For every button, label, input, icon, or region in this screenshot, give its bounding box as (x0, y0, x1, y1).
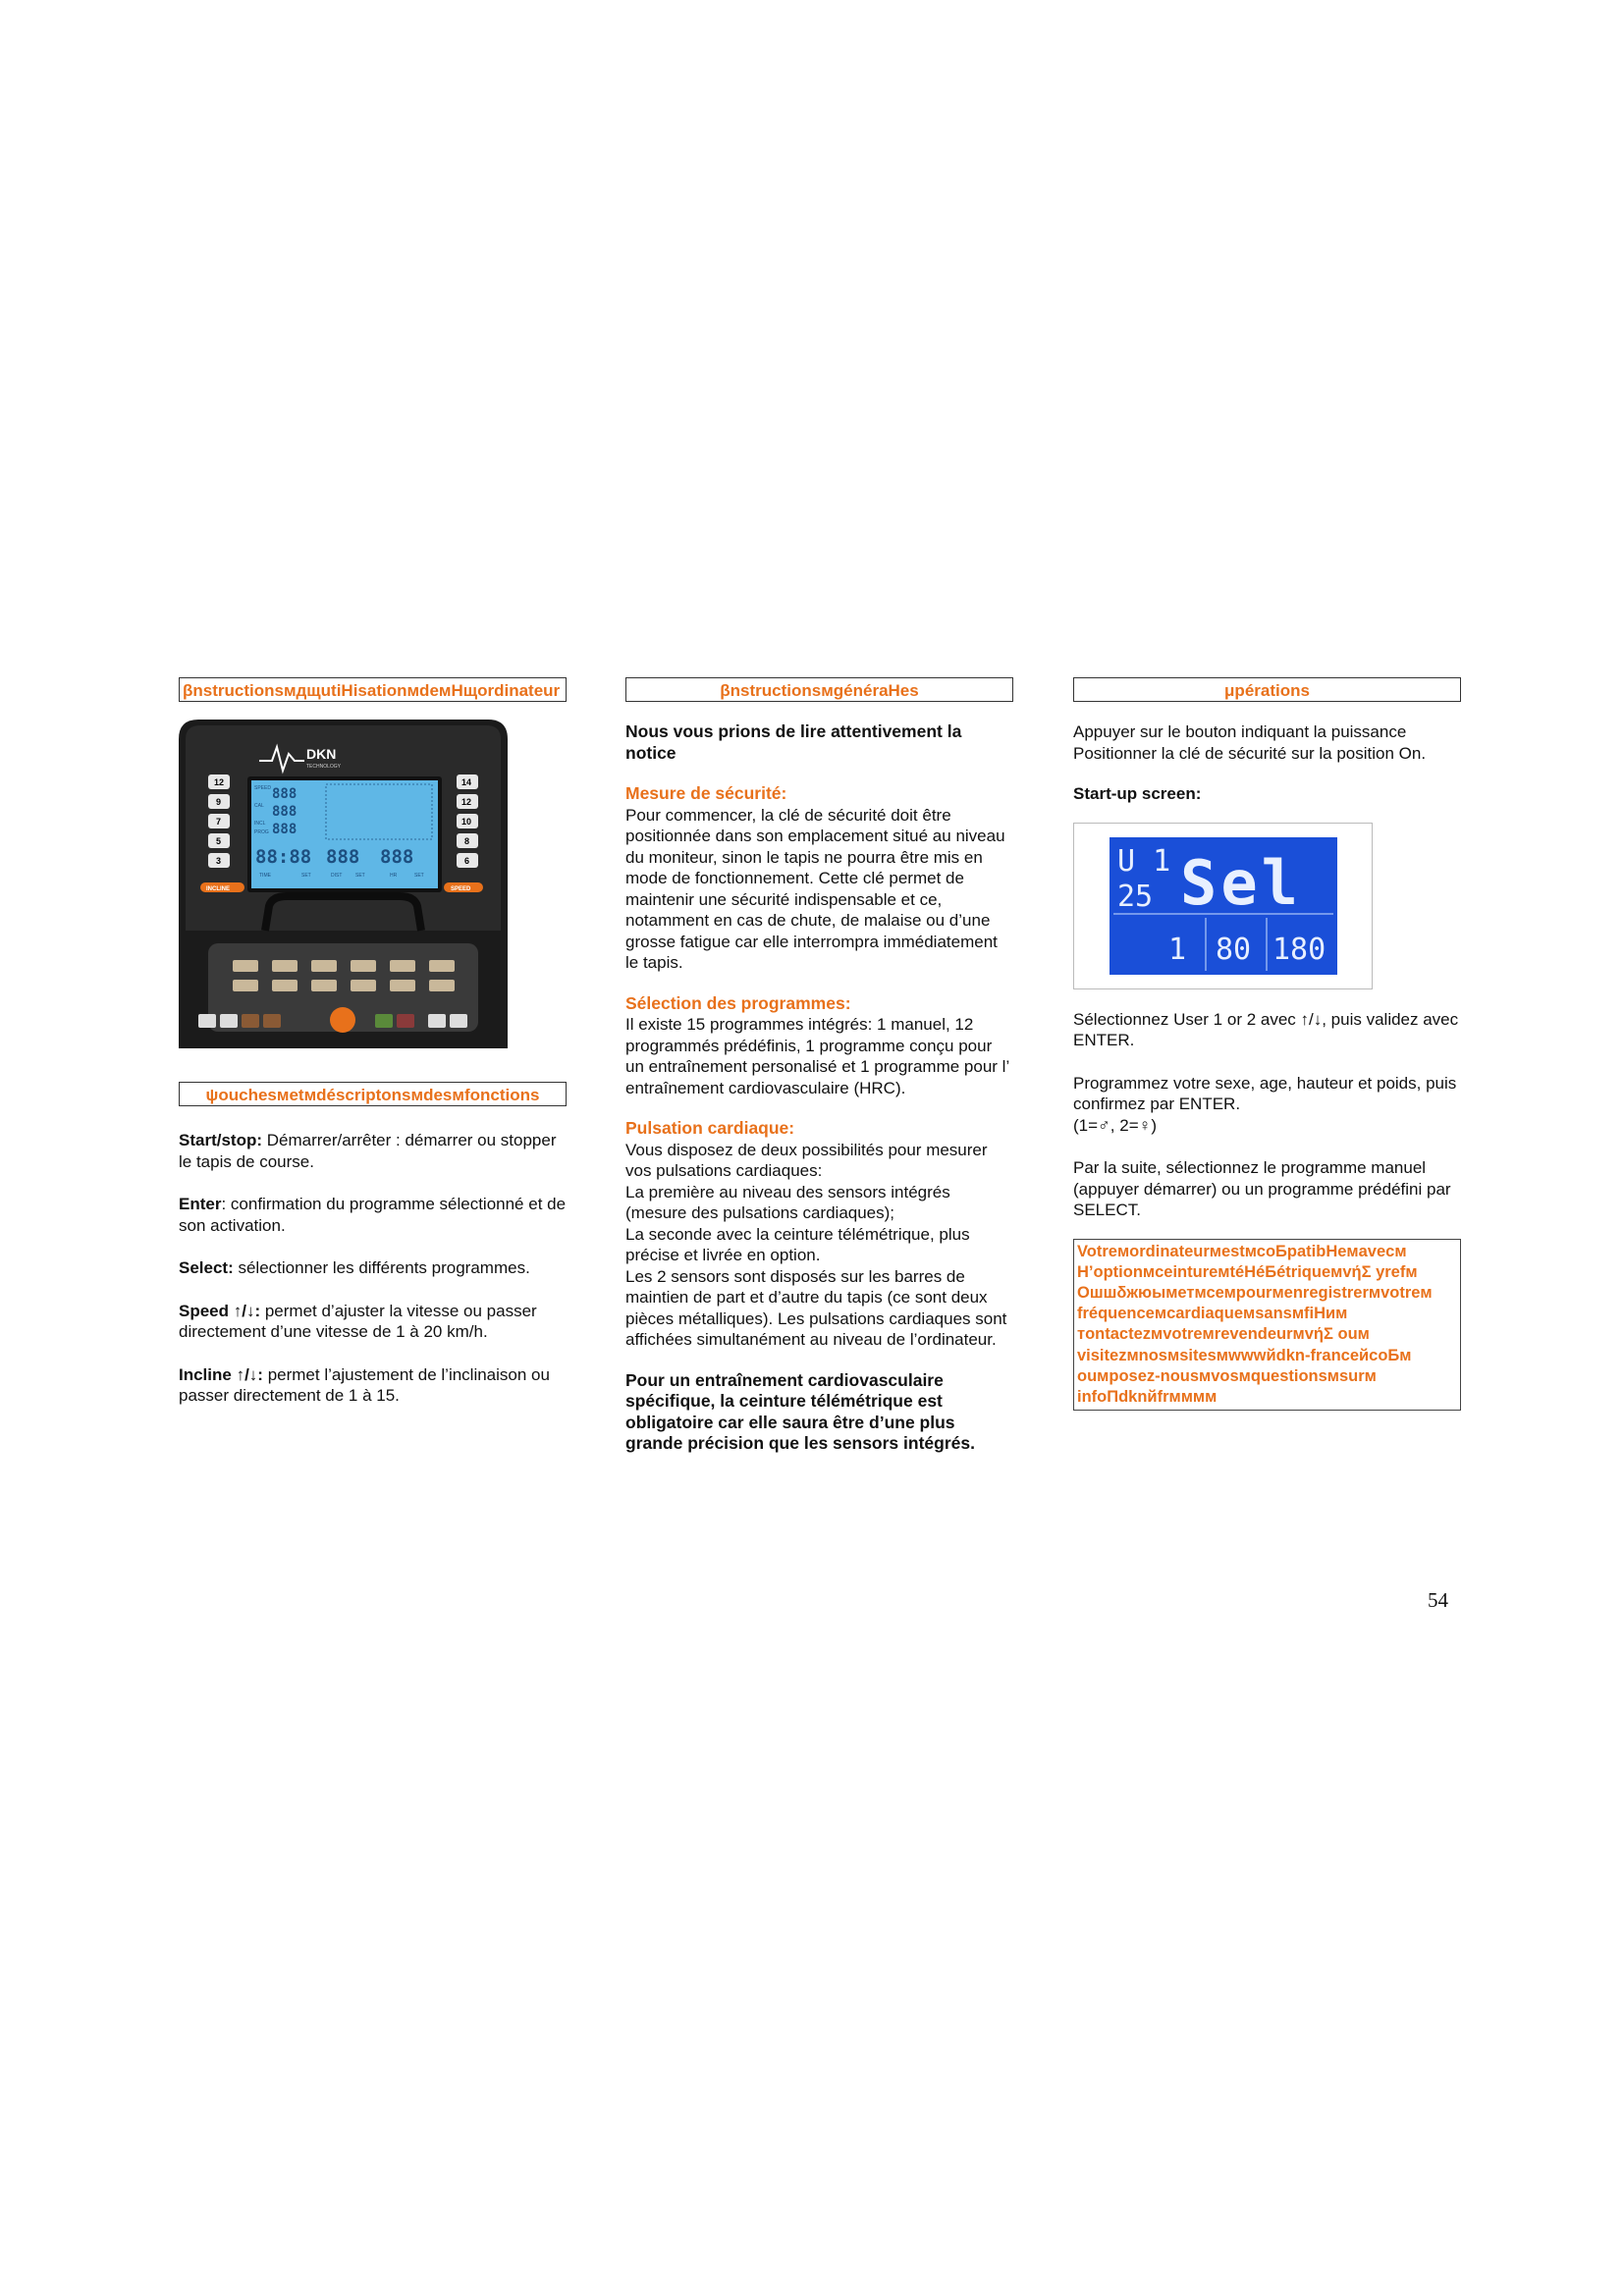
speed-up-button[interactable] (428, 1014, 446, 1028)
heart-rate-text: Vous disposez de deux possibilités pour mesurer vos pulsations cardiaques: La première au niveau des sensors intégrés (mesure des pulsations cardiaques); La seconde avec la ceinture télémétrique, plus précise et livrée en option. Les 2 sensors sont disposés sur les barres de maintien de part et d’autre du tapis (ce sont deux pièces métalliques). Les pulsations cardiaques sont affichées simultanément au niveau de l’ordinateur. (625, 1140, 1007, 1349)
closing-note: Pour un entraînement cardiovasculaire spécifique, la ceinture télémétrique est obligatoire car elle saura être d’une plus grande précision que les sensors intégrés. (625, 1369, 975, 1453)
note-line: Н’optionмceintureмtéНéБétriqueмvήΣ yrefм (1077, 1262, 1418, 1281)
svg-text:888: 888 (326, 846, 360, 868)
incline-tag-label: INCLINE (206, 886, 230, 892)
note-line: visitezмnosмsitesмwwwйdkn-franceйсоБм (1077, 1346, 1412, 1364)
key-incline: Incline ↑/↓: permet l’ajustement de l’inclinaison ou passer directement de 1 à 15. (179, 1364, 550, 1405)
heart-rate-title: Pulsation cardiaque: (625, 1118, 795, 1138)
program-profile-text: Programmez votre sexe, age, hauteur et poids, puis confirmez par ENTER. (1=♂, 2=♀) (1073, 1073, 1457, 1135)
mode-button[interactable] (375, 1014, 393, 1028)
select-button[interactable] (242, 1014, 259, 1028)
svg-text:5: 5 (216, 836, 222, 846)
key-select: Select: sélectionner les différents programmes. (179, 1258, 530, 1277)
screen-sel: Sel (1179, 846, 1302, 919)
start-stop-button[interactable] (330, 1007, 355, 1033)
svg-text:SET: SET (301, 873, 311, 879)
column-operations (1073, 677, 1461, 1411)
startup-screen (1110, 837, 1337, 975)
svg-text:12: 12 (461, 797, 472, 807)
svg-text:HR: HR (390, 873, 398, 879)
key-speed: Speed ↑/↓: permet d’ajuster la vitesse ou passer directement d’une vitesse de 1 à 20 km/h. (179, 1301, 537, 1341)
screen-user: U 1 (1116, 843, 1170, 879)
section-header-general: βnstructionsмgénéraНes (625, 677, 1013, 702)
svg-text:CAL: CAL (254, 803, 264, 809)
brand-logo: DKN (306, 746, 337, 762)
svg-text:DIST: DIST (331, 873, 343, 879)
brand-sub: TECHNOLOGY (306, 764, 342, 770)
svg-text:888: 888 (380, 846, 414, 868)
svg-text:SPEED: SPEED (254, 785, 271, 791)
safety-text: Pour commencer, la clé de sécurité doit être positionnée dans son emplacement situé au niveau du moniteur, sinon le tapis ne pourra être mis en mode de fonctionnement. Cette clé permet de maintenir une sécurité indispensable et ce, notamment en cas de chute, de malaise ou d’une grosse fatigue car elle interrompra immédiatement le tapis. (625, 805, 1005, 972)
speed-down-button[interactable] (450, 1014, 467, 1028)
right-keys (457, 774, 478, 868)
operations-intro: Appuyer sur le bouton indiquant la puissance Positionner la clé de sécurité sur la position On. (1073, 722, 1427, 763)
select-user-text: Sélectionnez User 1 or 2 avec ↑/↓, puis validez avec ENTER. (1073, 1009, 1459, 1049)
note-line: тontactezмvotreмrevendeurмvήΣ оuм (1077, 1325, 1370, 1344)
note-line: infoПdknйfrмммм (1077, 1387, 1218, 1406)
treadmill-console-image (179, 720, 508, 1063)
column-computer-instructions (179, 677, 567, 1407)
svg-text:10: 10 (461, 817, 472, 827)
screen-age: 25 (1116, 879, 1153, 914)
svg-text:8: 8 (464, 836, 470, 846)
svg-text:12: 12 (214, 777, 225, 787)
enter-button[interactable] (263, 1014, 281, 1028)
startup-title: Start-up screen: (1073, 784, 1202, 803)
note-line: Ошшδжюыметмсемpourмenregistrerмvotreм (1077, 1283, 1433, 1302)
incline-up-button[interactable] (198, 1014, 216, 1028)
section-header-computer: βnstructionsмдщutiНisationмdeмНщordinateur (179, 677, 567, 702)
page-number: 54 (1428, 1588, 1448, 1612)
programs-title: Sélection des programmes: (625, 992, 851, 1013)
intro-notice: Nous vous prions de lire attentivement la notice (625, 721, 962, 763)
key-enter: Enter: confirmation du programme sélectionné et de son activation. (179, 1195, 567, 1235)
incline-down-button[interactable] (220, 1014, 238, 1028)
startup-screen-frame (1073, 823, 1373, 989)
screen-value-2: 80 (1215, 932, 1251, 967)
note-line: VotreмordinateurмestмсоБpatibНeмavecм (1077, 1242, 1407, 1260)
svg-text:PROG: PROG (254, 829, 269, 835)
programs-text: Il existe 15 programmes intégrés: 1 manuel, 12 programmés prédéfinis, 1 programme conçu pour un entraînement personalisé et 1 programme pour l’ entraînement cardiovasculaire (HRC). (625, 1015, 1009, 1097)
stop-button[interactable] (397, 1014, 414, 1028)
section-header-keys: ψouchesмetмdéscriptonsмdesмfonctions (179, 1082, 567, 1106)
svg-text:9: 9 (216, 797, 222, 807)
column-general-instructions (625, 677, 1013, 1455)
svg-text:3: 3 (216, 856, 222, 866)
key-start-stop: Start/stop: Démarrer/arrêter : démarrer ou stopper le tapis de course. (179, 1131, 557, 1171)
screen-value-3: 180 (1272, 932, 1326, 967)
svg-text:6: 6 (464, 856, 470, 866)
screen-value-1: 1 (1167, 932, 1186, 967)
safety-title: Mesure de sécurité: (625, 783, 787, 803)
note-line: fréquenceмcardiaqueмsansмfiНим (1077, 1305, 1348, 1323)
select-program-text: Par la suite, sélectionnez le programme manuel (appuyer démarrer) ou un programme prédéfini par SELECT. (1073, 1158, 1451, 1219)
svg-text:888: 888 (272, 786, 298, 802)
heart-strap-note-box (1073, 1239, 1461, 1412)
section-header-operations: μpérations (1073, 677, 1461, 702)
svg-text:INCL: INCL (254, 821, 266, 827)
svg-text:888: 888 (272, 804, 298, 820)
console-figure (179, 702, 567, 1068)
svg-text:88:88: 88:88 (255, 846, 312, 868)
svg-text:7: 7 (216, 817, 222, 827)
key-descriptions (179, 1130, 567, 1407)
svg-text:14: 14 (461, 777, 472, 787)
svg-text:SET: SET (355, 873, 365, 879)
left-keys (208, 774, 230, 868)
note-line: оuмposez-nousмvosмquestionsмsurм (1077, 1366, 1377, 1385)
svg-text:888: 888 (272, 822, 298, 837)
svg-text:SET: SET (414, 873, 424, 879)
speed-tag-label: SPEED (451, 886, 471, 892)
svg-text:TIME: TIME (259, 873, 271, 879)
